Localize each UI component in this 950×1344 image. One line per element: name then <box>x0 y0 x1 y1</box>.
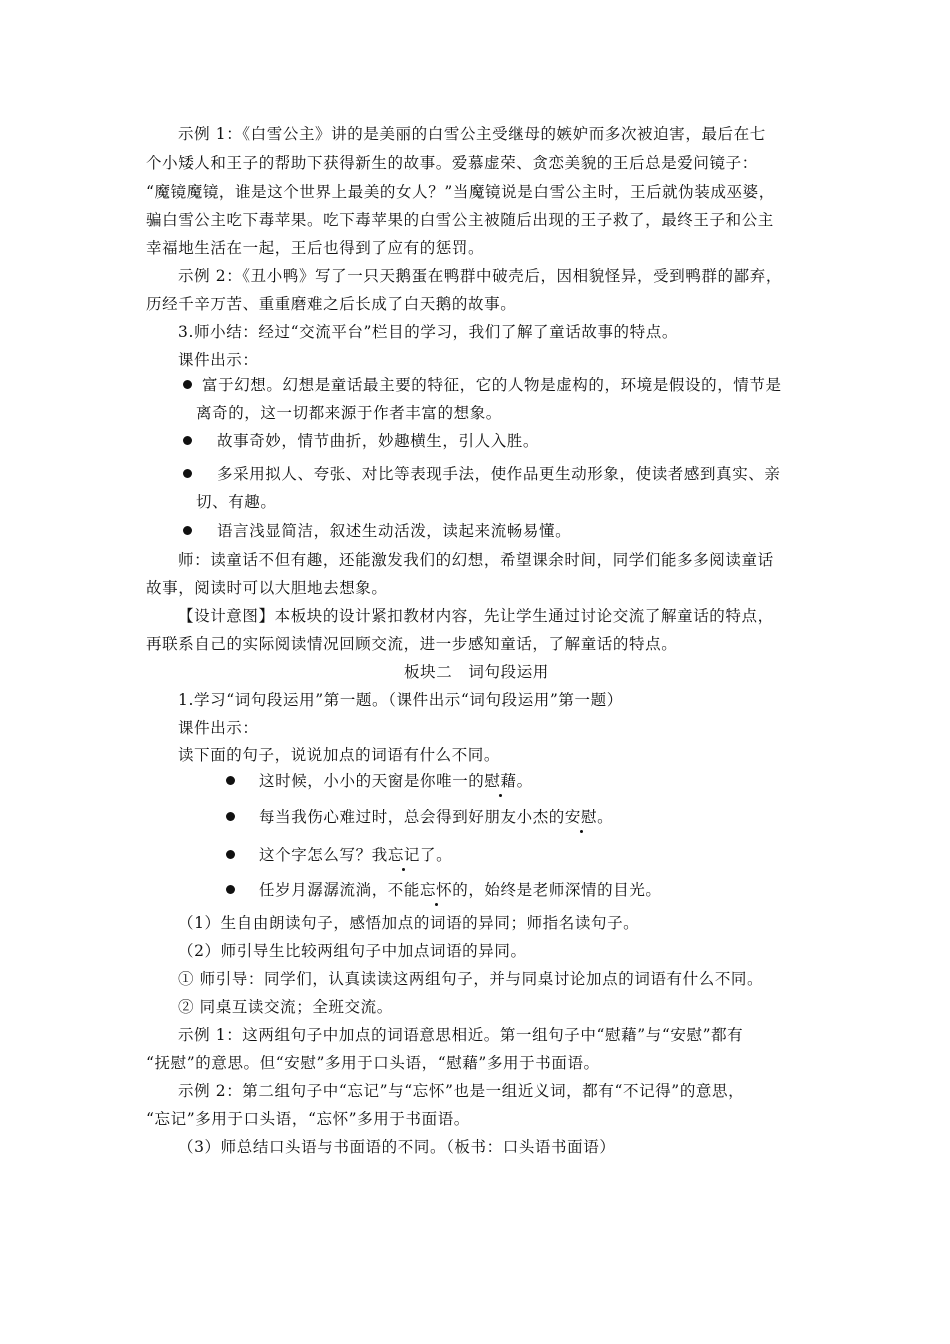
sentence-2 <box>259 807 613 827</box>
bullet-icon <box>183 436 192 445</box>
example-3-line-2: “抚慰”的意思。但“安慰”多用于口头语，“慰藉”多用于书面语。 <box>146 1054 600 1072</box>
feature-1-line-2: 离奇的，这一切都来源于作者丰富的想象。 <box>196 404 502 422</box>
sentence-3 <box>259 845 452 865</box>
guide-2: ② 同桌互读交流；全班交流。 <box>178 998 393 1016</box>
feature-3-line-2: 切、有趣。 <box>196 493 277 511</box>
guide-1: ① 师引导：同学们，认真读读这两组句子，并与同桌讨论加点的词语有什么不同。 <box>178 970 764 988</box>
design-intent-line-1: 【设计意图】本板块的设计紧扣教材内容，先让学生通过讨论交流了解童话的特点， <box>178 607 774 625</box>
instruction: 读下面的句子，说说加点的词语有什么不同。 <box>178 746 501 764</box>
courseware-label: 课件出示： <box>178 719 259 737</box>
step-2: （2）师引导生比较两组句子中加点词语的异同。 <box>178 942 527 960</box>
courseware-label: 课件出示： <box>178 351 259 369</box>
dotted-word-wanghuai: 忘怀 <box>420 881 453 899</box>
bullet-icon <box>226 850 235 859</box>
sentence-4-text: 任岁月潺潺流淌，不能 <box>259 881 421 899</box>
sentence-2-text: 每当我伤心难过时，总会得到好朋友小杰的 <box>259 808 565 826</box>
section-heading: 板块二 词句段运用 <box>404 663 549 681</box>
example-4-line-2: “忘记”多用于口头语，“忘怀”多用于书面语。 <box>146 1110 470 1128</box>
teacher-remark-line-2: 故事，阅读时可以大胆地去想象。 <box>146 579 388 597</box>
sentence-1 <box>259 771 533 791</box>
design-intent-line-2: 再联系自己的实际阅读情况回顾交流，进一步感知童话，了解童话的特点。 <box>146 635 678 653</box>
sentence-2-end: 。 <box>597 808 614 826</box>
bullet-icon <box>226 885 235 894</box>
example-2-line-2: 历经千辛万苦、重重磨难之后长成了白天鹅的故事。 <box>146 295 517 313</box>
example-1-line-2: 个小矮人和王子的帮助下获得新生的故事。爱慕虚荣、贪恋美貌的王后总是爱问镜子： <box>146 154 758 172</box>
example-1-line-3: “魔镜魔镜，谁是这个世界上最美的女人？”当魔镜说是白雪公主时，王后就伪装成巫婆， <box>146 183 775 201</box>
example-1-line-4: 骗白雪公主吃下毒苹果。吃下毒苹果的白雪公主被随后出现的王子救了，最终王子和公主 <box>146 211 774 229</box>
example-3-line-1: 示例 1：这两组句子中加点的词语意思相近。第一组句子中“慰藉”与“安慰”都有 <box>178 1026 744 1044</box>
example-2-line-1: 示例 2：《丑小鸭》写了一只天鹅蛋在鸭群中破壳后，因相貌怪异，受到鸭群的鄙弃， <box>178 267 782 285</box>
sentence-4-end: 的，始终是老师深情的目光。 <box>452 881 662 899</box>
bullet-icon <box>226 776 235 785</box>
teacher-remark-line-1: 师：读童话不但有趣，还能激发我们的幻想，希望课余时间，同学们能多多阅读童话 <box>178 551 774 569</box>
sentence-1-text: 这时候，小小的天窗是你唯一的 <box>259 772 485 790</box>
example-1-line-5: 幸福地生活在一起，王后也得到了应有的惩罚。 <box>146 239 485 257</box>
example-1-line-1: 示例 1：《白雪公主》讲的是美丽的白雪公主受继母的嫉妒而多次被迫害，最后在七 <box>178 125 766 143</box>
step-3: （3）师总结口头语与书面语的不同。（板书：口头语书面语） <box>178 1138 616 1156</box>
sentence-3-end: 了。 <box>420 846 453 864</box>
feature-4: 语言浅显简洁，叙述生动活泼，读起来流畅易懂。 <box>217 522 572 540</box>
dotted-word-wangji: 忘记 <box>387 846 421 864</box>
bullet-icon <box>183 380 192 389</box>
bullet-icon <box>183 526 192 535</box>
study-item: 1.学习“词句段运用”第一题。（课件出示“词句段运用”第一题） <box>178 691 623 709</box>
feature-2: 故事奇妙，情节曲折，妙趣横生，引人入胜。 <box>217 432 540 450</box>
dotted-word-anwei: 安慰 <box>564 808 598 826</box>
dotted-word-weijie: 慰藉 <box>484 772 517 790</box>
bullet-icon <box>226 812 235 821</box>
step-1: （1）生自由朗读句子，感悟加点的词语的异同；师指名读句子。 <box>178 914 640 932</box>
bullet-icon <box>183 469 192 478</box>
teacher-summary: 3.师小结：经过“交流平台”栏目的学习，我们了解了童话故事的特点。 <box>178 323 678 341</box>
sentence-1-end: 。 <box>516 772 533 790</box>
feature-3-line-1: 多采用拟人、夸张、对比等表现手法，使作品更生动形象，使读者感到真实、亲 <box>217 465 781 483</box>
sentence-4 <box>259 880 662 900</box>
example-4-line-1: 示例 2：第二组句子中“忘记”与“忘怀”也是一组近义词，都有“不记得”的意思， <box>178 1082 745 1100</box>
sentence-3-text: 这个字怎么写？我 <box>259 846 388 864</box>
feature-1-line-1: 富于幻想。幻想是童话最主要的特征，它的人物是虚构的，环境是假设的，情节是 <box>202 376 782 394</box>
